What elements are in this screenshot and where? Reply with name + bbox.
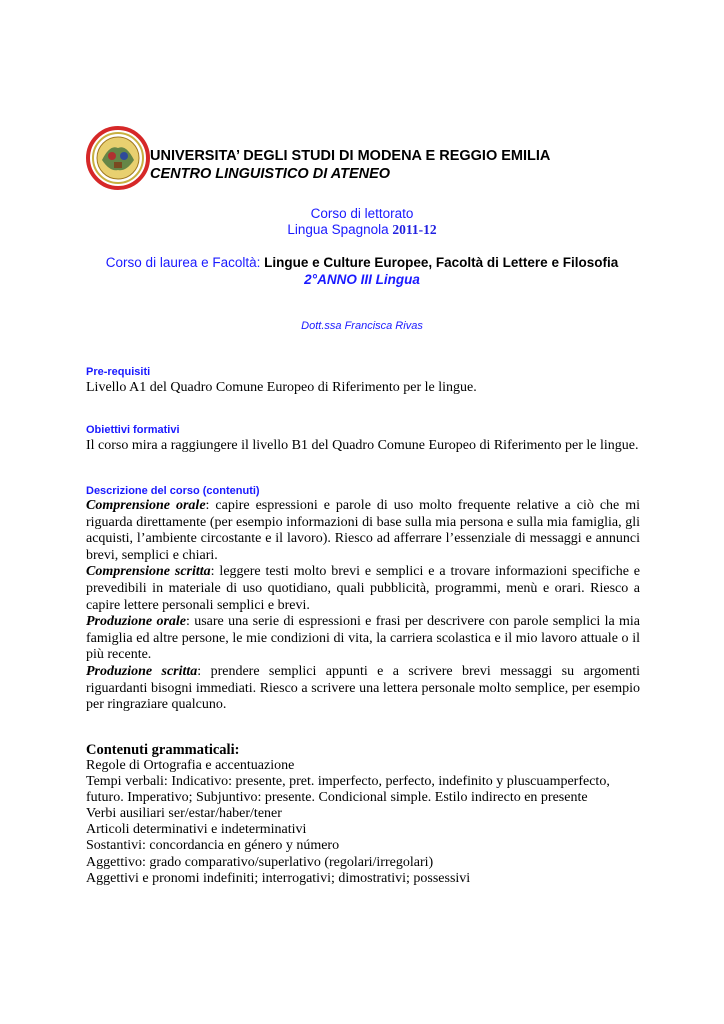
produzione-scritta-label: Produzione scritta bbox=[86, 663, 198, 679]
obiettivi-heading: Obiettivi formativi bbox=[86, 424, 180, 436]
produzione-orale-paragraph bbox=[86, 614, 640, 664]
degree-line bbox=[0, 255, 724, 270]
centro-linguistico-title: CENTRO LINGUISTICO DI ATENEO bbox=[150, 166, 391, 182]
course-language: Lingua Spagnola bbox=[287, 222, 393, 237]
grammatica-line: Articoli determinativi e indeterminativi bbox=[86, 822, 307, 838]
course-title: Corso di lettorato bbox=[310, 206, 414, 221]
grammatica-list bbox=[86, 758, 646, 887]
comprensione-orale-label: Comprensione orale bbox=[86, 498, 206, 513]
produzione-orale-text: : usare una serie di espressioni e frasi per descrivere con parole semplici la mia famiglia ed altre persone, le mie condizioni di vita, la carriera scolastica e il mio lavoro attuale o il più recente. bbox=[86, 614, 640, 663]
grammatica-title: Contenuti grammaticali: bbox=[86, 742, 240, 758]
produzione-orale-label: Produzione orale bbox=[86, 614, 187, 630]
comprensione-scritta-text: : leggere testi molto brevi e semplici e a trovare informazioni specifiche e prevedibili in materiale di uso quotidiano, quali pubblicità, programmi, menù e orari. Riesco a capire lettere personali semplici e brevi. bbox=[86, 564, 640, 613]
grammatica-line: Regole di Ortografia e accentuazione bbox=[86, 758, 295, 773]
grammatica-line: Tempi verbali: Indicativo: presente, pret. imperfecto, perfecto, indefinito y pluscuamperfecto, bbox=[86, 774, 610, 790]
prerequisiti-heading: Pre-requisiti bbox=[86, 366, 151, 378]
grammatica-line: Aggettivo: grado comparativo/superlativo (regolari/irregolari) bbox=[86, 854, 434, 870]
descrizione-heading: Descrizione del corso (contenuti) bbox=[86, 485, 260, 497]
grammatica-line: Sostantivi: concordancia en género y número bbox=[86, 838, 340, 854]
comprensione-orale-paragraph bbox=[86, 498, 640, 564]
comprensione-scritta-paragraph bbox=[86, 564, 640, 614]
grammatica-line: futuro. Imperativo; Subjuntivo: presente. Condicional simple. Estilo indirecto en presente bbox=[86, 790, 588, 806]
university-name: UNIVERSITA’ DEGLI STUDI DI MODENA E REGGIO EMILIA bbox=[150, 148, 551, 164]
produzione-scritta-text: : prendere semplici appunti e a scrivere brevi messaggi su argomenti riguardanti bisogni immediati. Riesco a scrivere una lettera personale molto semplice, per esempio per ringraziare qualcuno. bbox=[86, 663, 640, 713]
descrizione-body bbox=[86, 498, 640, 714]
university-seal-logo bbox=[86, 126, 150, 190]
degree-value: Lingue e Culture Europee, Facoltà di Lettere e Filosofia bbox=[264, 255, 619, 270]
prerequisiti-text: Livello A1 del Quadro Comune Europeo di Riferimento per le lingue. bbox=[86, 380, 477, 395]
produzione-scritta-paragraph bbox=[86, 664, 640, 714]
degree-label: Corso di laurea e Facoltà: bbox=[105, 255, 265, 270]
anno-line: 2°ANNO III Lingua bbox=[304, 272, 420, 287]
course-year: 2011-12 bbox=[392, 222, 437, 237]
comprensione-orale-text: : capire espressioni e parole di uso molto frequente relative a ciò che mi riguarda direttamente (per esempio informazioni di base sulla mia persona e sulla mia famiglia, gli acquisti, l’ambiente circostante e il lavoro). Riesco ad afferrare l’essenziale di messaggi e annunci brevi, semplici e chiari. bbox=[86, 498, 640, 563]
grammatica-line: Verbi ausiliari ser/estar/haber/tener bbox=[86, 806, 282, 822]
course-language-line bbox=[0, 222, 724, 238]
comprensione-scritta-label: Comprensione scritta bbox=[86, 564, 211, 580]
teacher-name: Dott.ssa Francisca Rivas bbox=[301, 320, 423, 332]
grammatica-line: Aggettivi e pronomi indefiniti; interrogativi; dimostrativi; possessivi bbox=[86, 870, 471, 886]
obiettivi-text: Il corso mira a raggiungere il livello B1 del Quadro Comune Europeo di Riferimento per le lingue. bbox=[86, 438, 639, 453]
